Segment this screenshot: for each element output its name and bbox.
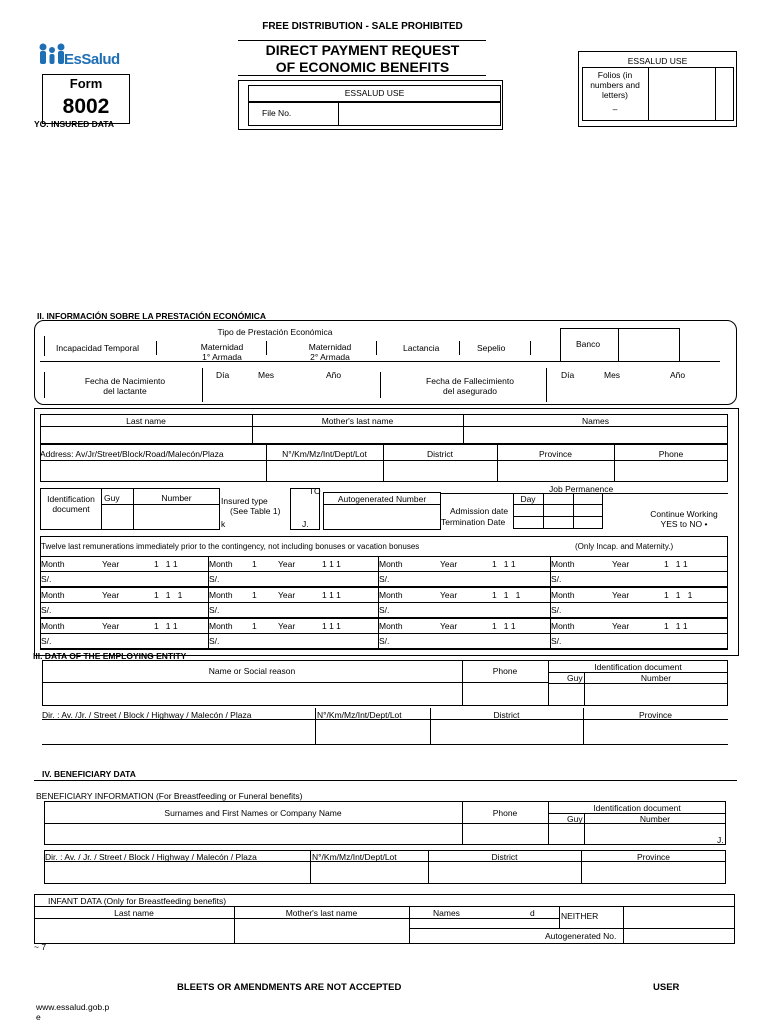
folios-divider-1 — [648, 67, 649, 121]
bank-input[interactable] — [620, 330, 678, 360]
admission-date-label: Admission date — [450, 506, 509, 516]
remuneration-year-digits: 1 1 1 — [154, 590, 183, 600]
beneficiary-province-label: Province — [636, 852, 671, 862]
remuneration-year-digits: 1 1 1 — [322, 559, 341, 569]
address-label: Address: Av/Jr/Street/Block/Road/Malecón/Plaza — [40, 449, 224, 459]
bank-divider — [618, 328, 619, 362]
id-doc-label: Identification document — [47, 494, 95, 514]
employer-phone-input[interactable] — [464, 684, 546, 704]
address-input[interactable] — [42, 462, 264, 481]
title-rule-bottom — [238, 75, 486, 76]
remuneration-amount-input[interactable] — [60, 634, 206, 647]
day-label: Day — [520, 494, 536, 504]
remuneration-year-digits: 1 1 1 — [154, 621, 178, 631]
option-burial[interactable]: Sepelio — [477, 343, 506, 353]
employer-name-label: Name or Social reason — [208, 666, 296, 676]
see-table-label: (See Table 1) — [230, 506, 281, 516]
address-row-rule — [40, 460, 728, 461]
birth-day-label: Día — [216, 370, 230, 380]
tick-4 — [376, 341, 377, 355]
website: www.essalud.gob.p — [36, 1002, 110, 1012]
id-rule — [101, 504, 220, 505]
infant-birth-date-label: Fecha de Nacimiento — [84, 376, 166, 386]
essalud-use-right-label: ESSALUD USE — [627, 56, 688, 66]
form-number: 8002 — [62, 95, 110, 118]
remuneration-currency-label: S/. — [41, 574, 52, 584]
remuneration-mark: 1 — [252, 621, 257, 631]
tick-6 — [530, 341, 531, 355]
footer-mark: ~ 7 — [34, 942, 47, 952]
remuneration-year-label: Year — [440, 590, 458, 600]
remuneration-year-label: Year — [612, 621, 630, 631]
essalud-use-label: ESSALUD USE — [344, 88, 405, 98]
remuneration-year-digits: 1 1 1 — [664, 559, 688, 569]
remuneration-currency-label: S/. — [379, 574, 390, 584]
remuneration-amount-input[interactable] — [570, 572, 726, 585]
beneficiary-guy-label: Guy — [567, 814, 583, 824]
beneficiary-district-label: District — [491, 852, 518, 862]
logo-wordmark: EsSalud — [64, 51, 120, 68]
infant-autogenerated-input[interactable] — [625, 930, 733, 943]
remuneration-currency-label: S/. — [209, 574, 220, 584]
infant-names-label: Names — [433, 908, 460, 918]
employer-province-label: Province — [638, 710, 673, 720]
section-4-rule — [34, 780, 737, 781]
employer-address-rule-1 — [42, 719, 728, 720]
remuneration-amount-input[interactable] — [228, 634, 376, 647]
option-maternity-2-sub: 2° Armada — [310, 352, 350, 362]
remuneration-currency-label: S/. — [209, 636, 220, 646]
benefit-type-title: Tipo de Prestación Económica — [217, 327, 333, 337]
employer-address-input[interactable] — [44, 721, 314, 743]
tick-5 — [459, 341, 460, 355]
remuneration-amount-input[interactable] — [398, 572, 548, 585]
title-rule-top — [238, 40, 486, 41]
employer-district-input[interactable] — [432, 721, 582, 743]
employer-address-number-input[interactable] — [317, 721, 429, 743]
remuneration-currency-label: S/. — [209, 605, 220, 615]
beneficiary-id-doc-label: Identification document — [593, 803, 681, 813]
infant-mothers-last-name-label: Mother's last name — [285, 908, 358, 918]
remuneration-year-label: Year — [278, 621, 296, 631]
employer-number-label: Number — [640, 673, 672, 683]
death-month-label: Mes — [604, 370, 621, 380]
remuneration-currency-label: S/. — [551, 574, 562, 584]
remuneration-month-label: Month — [551, 590, 575, 600]
folios-number-input[interactable] — [650, 69, 714, 119]
remuneration-year-label: Year — [102, 621, 120, 631]
employer-address-rule-2 — [42, 744, 728, 745]
remuneration-month-label: Month — [551, 559, 575, 569]
remuneration-month-label: Month — [209, 559, 233, 569]
remuneration-year-label: Year — [440, 559, 458, 569]
remuneration-month-label: Month — [41, 559, 65, 569]
folios-letters-input[interactable] — [717, 69, 733, 119]
phone-input[interactable] — [616, 462, 726, 481]
remuneration-currency-label: S/. — [379, 605, 390, 615]
mothers-last-name-label: Mother's last name — [321, 416, 394, 426]
infant-neither-label: NEITHER — [561, 911, 599, 921]
remuneration-amount-input[interactable] — [398, 603, 548, 616]
form-title-line2: OF ECONOMIC BENEFITS — [275, 59, 450, 75]
termination-date-label: Termination Date — [441, 517, 506, 527]
remuneration-currency-label: S/. — [551, 636, 562, 646]
insured-type-label: Insured type — [221, 496, 268, 506]
remuneration-month-label: Month — [379, 621, 403, 631]
remuneration-year-digits: 1 1 1 — [664, 621, 688, 631]
mothers-last-name-input[interactable] — [254, 428, 461, 443]
beneficiary-rule — [44, 823, 548, 824]
termination-date-input[interactable] — [515, 518, 601, 528]
address-number-input[interactable] — [268, 462, 381, 481]
folios-dash: – — [612, 104, 618, 114]
option-maternity-1-title[interactable]: Maternidad — [200, 342, 244, 352]
employer-guy-label: Guy — [567, 673, 583, 683]
employer-province-input[interactable] — [585, 721, 727, 743]
death-date-sub: del asegurado — [443, 386, 497, 396]
remuneration-year-label: Year — [278, 559, 296, 569]
infant-mothers-last-name-input[interactable] — [236, 920, 408, 943]
employer-rule — [42, 682, 548, 683]
infant-autogenerated-label: Autogenerated No. — [545, 931, 617, 941]
id-number-input[interactable] — [135, 506, 219, 529]
rem-rule-top — [40, 587, 728, 588]
beneficiary-address-div-1 — [310, 850, 311, 884]
remuneration-amount-input[interactable] — [60, 603, 206, 616]
id-div-1 — [101, 488, 102, 530]
remuneration-month-label: Month — [209, 621, 233, 631]
last-name-label: Last name — [126, 416, 166, 426]
names-input[interactable] — [465, 428, 726, 443]
beneficiary-phone-input[interactable] — [464, 825, 546, 844]
remuneration-month-label: Month — [209, 590, 233, 600]
remuneration-amount-input[interactable] — [570, 603, 726, 616]
remuneration-currency-label: S/. — [379, 636, 390, 646]
remuneration-year-label: Year — [612, 559, 630, 569]
rem-rule-bottom — [40, 648, 728, 649]
remuneration-year-label: Year — [102, 590, 120, 600]
tick-8 — [202, 368, 203, 402]
id-number-label: Number — [161, 493, 192, 503]
folios-divider-2 — [715, 67, 716, 121]
continue-working-label: Continue Working — [650, 509, 718, 519]
last-name-input[interactable] — [42, 428, 250, 443]
beneficiary-phone-label: Phone — [492, 808, 518, 818]
employer-address-div-2 — [430, 708, 431, 744]
distribution-notice: FREE DISTRIBUTION - SALE PROHIBITED — [262, 21, 463, 32]
names-row-rule — [40, 426, 728, 427]
essalud-logo — [37, 42, 137, 72]
section-2-title: II. INFORMACIÓN SOBRE LA PRESTACIÓN ECONÓMICA — [37, 311, 267, 321]
admission-date-input[interactable] — [515, 506, 601, 516]
beneficiary-address-input[interactable] — [46, 863, 309, 883]
option-maternity-2-title[interactable]: Maternidad — [308, 342, 352, 352]
death-year-label: Año — [670, 370, 686, 380]
section-1-title: YO. INSURED DATA — [34, 119, 114, 129]
infant-names-input[interactable] — [411, 919, 558, 927]
form-title-line1: DIRECT PAYMENT REQUEST — [265, 42, 460, 58]
infant-rule-1 — [34, 906, 735, 907]
option-temporary-disability[interactable]: Incapacidad Temporal — [56, 343, 140, 353]
employer-id-number-input[interactable] — [586, 685, 726, 704]
remuneration-amount-input[interactable] — [398, 634, 548, 647]
folios-label: Folios (in numbers and letters) — [590, 70, 640, 100]
continue-working-options[interactable]: YES to NO • — [660, 519, 708, 529]
beneficiary-number-label: Number — [639, 814, 671, 824]
infant-last-name-input[interactable] — [36, 920, 233, 943]
tick-1 — [44, 336, 45, 356]
employer-address-div-3 — [583, 708, 584, 744]
form-label: Form — [69, 76, 103, 91]
district-input[interactable] — [385, 462, 495, 481]
remuneration-month-label: Month — [379, 559, 403, 569]
user-label: USER — [653, 982, 680, 993]
remuneration-year-label: Year — [612, 590, 630, 600]
beneficiary-address-label: Dir. : Av. / Jr. / Street / Block / Highway / Malecón / Plaza — [45, 852, 257, 862]
remuneration-mark: 1 — [252, 590, 257, 600]
beneficiary-mark-j: J. — [717, 835, 724, 845]
remunerations-note: (Only Incap. and Maternity.) — [575, 542, 674, 551]
remuneration-year-digits: 1 1 1 — [322, 590, 341, 600]
job-permanence-label: Job Permanence — [549, 484, 614, 494]
option-maternity-1-sub: 1° Armada — [202, 352, 242, 362]
form-number-box — [42, 74, 130, 124]
tick-10 — [546, 368, 547, 402]
rem-rule-top — [40, 618, 728, 619]
employer-id-rule-2 — [548, 683, 728, 684]
employer-phone-label: Phone — [492, 666, 518, 676]
birth-month-label: Mes — [258, 370, 275, 380]
employer-address-label: Dir. : Av. /Jr. / Street / Block / Highway / Malecón / Plaza — [42, 710, 252, 720]
autogenerated-label: Autogenerated Number — [337, 494, 427, 504]
website-continuation: e — [36, 1012, 41, 1022]
tick-9 — [380, 372, 381, 398]
district-label: District — [427, 449, 453, 459]
dates-rule-1 — [513, 504, 603, 505]
remuneration-year-digits: 1 1 1 — [664, 590, 693, 600]
infant-div-2 — [409, 906, 410, 944]
death-date-label: Fecha de Fallecimiento — [426, 376, 514, 386]
beneficiary-district-input[interactable] — [430, 863, 580, 883]
beneficiary-id-type-input[interactable] — [550, 825, 583, 844]
infant-rule-3 — [409, 928, 735, 929]
family-icon — [37, 42, 67, 70]
remuneration-currency-label: S/. — [41, 636, 52, 646]
option-breastfeeding[interactable]: Lactancia — [403, 343, 440, 353]
remuneration-currency-label: S/. — [41, 605, 52, 615]
employer-number-field-label: N°/Km/Mz/Int/Dept/Lot — [317, 710, 402, 720]
remuneration-currency-label: S/. — [551, 605, 562, 615]
file-no-label: File No. — [262, 108, 292, 118]
remuneration-year-digits: 1 1 1 — [492, 590, 521, 600]
remuneration-mark: 1 — [252, 559, 257, 569]
tick-3 — [266, 341, 267, 355]
section-3-title: III. DATA OF THE EMPLOYING ENTITY — [33, 651, 187, 661]
autogenerated-input[interactable] — [325, 506, 439, 529]
tick-2 — [156, 341, 157, 355]
no-amendments-notice: BLEETS OR AMENDMENTS ARE NOT ACCEPTED — [177, 982, 402, 993]
remuneration-amount-input[interactable] — [228, 603, 376, 616]
dates-rule-2 — [513, 516, 603, 517]
id-guy-label: Guy — [104, 493, 120, 503]
remuneration-month-label: Month — [379, 590, 403, 600]
employer-id-doc-label: Identification document — [594, 662, 682, 672]
infant-div-3 — [559, 906, 560, 928]
id-type-input[interactable] — [103, 506, 132, 529]
remuneration-year-label: Year — [278, 590, 296, 600]
remuneration-month-label: Month — [551, 621, 575, 631]
remuneration-year-digits: 1 1 1 — [154, 559, 178, 569]
birth-year-label: Año — [326, 370, 342, 380]
to-label: TO — [309, 486, 321, 496]
bank-label: Banco — [576, 339, 601, 349]
infant-div-4 — [623, 906, 624, 944]
infant-last-name-label: Last name — [114, 908, 154, 918]
employer-name-input[interactable] — [44, 684, 460, 704]
address-number-label: N°/Km/Mz/Int/Dept/Lot — [282, 449, 367, 459]
beneficiary-address-number-input[interactable] — [312, 863, 427, 883]
province-label: Province — [538, 449, 573, 459]
employer-id-type-input[interactable] — [550, 685, 583, 704]
death-day-label: Día — [561, 370, 575, 380]
names-label: Names — [582, 416, 609, 426]
remuneration-amount-input[interactable] — [570, 634, 726, 647]
infant-birth-date-sub: del lactante — [103, 386, 147, 396]
beneficiary-id-number-input[interactable] — [586, 825, 716, 844]
remuneration-amount-input[interactable] — [228, 572, 376, 585]
remuneration-month-label: Month — [41, 590, 65, 600]
beneficiary-number-field-label: N°/Km/Mz/Int/Dept/Lot — [312, 852, 397, 862]
remuneration-month-label: Month — [41, 621, 65, 631]
autogen-rule — [323, 504, 441, 505]
infant-d-mark: d — [530, 908, 535, 918]
beneficiary-surnames-label: Surnames and First Names or Company Name — [164, 808, 342, 818]
mark-j: J. — [302, 519, 309, 529]
remuneration-year-digits: 1 1 1 — [492, 621, 516, 631]
employer-district-label: District — [493, 710, 520, 720]
remuneration-year-digits: 1 1 1 — [322, 621, 341, 631]
remuneration-year-label: Year — [440, 621, 458, 631]
remuneration-year-label: Year — [102, 559, 120, 569]
beneficiary-name-input[interactable] — [46, 825, 460, 844]
beneficiary-province-input[interactable] — [583, 863, 725, 883]
province-input[interactable] — [499, 462, 612, 481]
remunerations-intro: Twelve last remunerations immediately prior to the contingency, not including bonuses or vacation bonuses — [41, 542, 420, 551]
mark-k: k — [221, 519, 226, 529]
file-no-input[interactable] — [340, 104, 500, 124]
section-4-title: IV. BENEFICIARY DATA — [42, 769, 136, 779]
phone-label: Phone — [658, 449, 684, 459]
beneficiary-info-label: BENEFICIARY INFORMATION (For Breastfeeding or Funeral benefits) — [36, 791, 303, 801]
rem-rule-top — [40, 556, 728, 557]
employer-address-div-1 — [315, 708, 316, 744]
remuneration-year-digits: 1 1 1 — [492, 559, 516, 569]
file-no-divider — [338, 102, 339, 126]
tick-7 — [44, 372, 45, 398]
remuneration-amount-input[interactable] — [60, 572, 206, 585]
infant-title: INFANT DATA (Only for Breastfeeding benefits) — [48, 896, 227, 906]
